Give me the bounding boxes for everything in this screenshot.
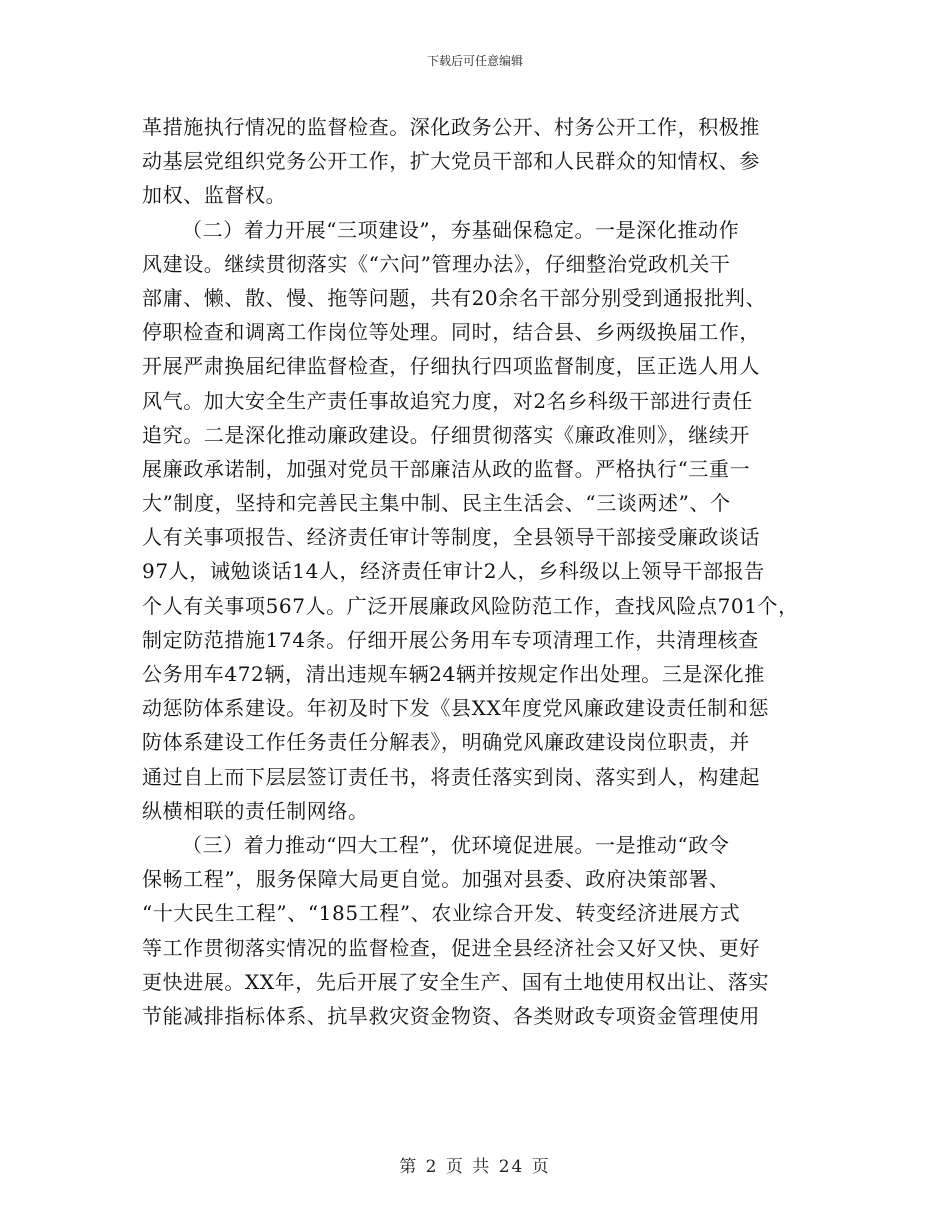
text-line: 节能减排指标体系、抗旱救灾资金物资、各类财政专项资金管理使用 [142, 1003, 760, 1028]
text-line: 通过自上而下层层签订责任书，将责任落实到岗、落实到人，构建起 [142, 764, 760, 789]
text-line: 保畅工程”，服务保障大局更自觉。加强对县委、政府决策部署、 [142, 867, 730, 892]
text-line: 公务用车472辆，清出违规车辆24辆并按规定作出处理。三是深化推 [142, 662, 765, 686]
text-line: 追究。二是深化推动廉政建设。仔细贯彻落实《廉政准则》，继续开 [142, 422, 750, 447]
text-line: 大”制度，坚持和完善民主集中制、民主生活会、“三谈两述”、个 [142, 491, 731, 516]
text-line: 97人，诫勉谈话14人，经济责任审计2人，乡科级以上领导干部报告 [142, 559, 765, 584]
text-line: 展廉政承诺制，加强对党员干部廉洁从政的监督。严格执行“三重一 [142, 456, 751, 481]
text-line: 更快进展。XX年，先后开展了安全生产、国有土地使用权出让、落实 [142, 969, 770, 994]
text-line: 开展严肃换届纪律监督检查，仔细执行四项监督制度，匡正选人用人 [142, 354, 760, 379]
text-line: 人有关事项报告、经济责任审计等制度，全县领导干部接受廉政谈话 [142, 525, 760, 550]
text-line: 纵横相联的责任制网络。 [142, 798, 369, 823]
text-line: 个人有关事项567人。广泛开展廉政风险防范工作，查找风险点701个， [142, 593, 799, 618]
text-line: 防体系建设工作任务责任分解表》，明确党风廉政建设岗位职责，并 [142, 730, 750, 755]
text-line: 动基层党组织党务公开工作，扩大党员干部和人民群众的知情权、参 [142, 149, 760, 174]
page-footer: 第 2 页 共 24 页 [399, 1157, 551, 1177]
text-line: 加权、监督权。 [142, 183, 287, 208]
body-text [142, 110, 842, 1033]
text-line: 风气。加大安全生产责任事故追究力度，对2名乡科级干部进行责任 [142, 388, 753, 413]
text-line: “十大民生工程”、“185工程”、农业综合开发、转变经济进展方式 [142, 901, 741, 926]
text-line: 革措施执行情况的监督检查。深化政务公开、村务公开工作，积极推 [142, 115, 760, 139]
text-line: 风建设。继续贯彻落实《“六问”管理办法》，仔细整治党政机关干 [142, 251, 731, 276]
text-line: 停职检查和调离工作岗位等处理。同时，结合县、乡两级换届工作， [142, 320, 760, 345]
paragraph-start-line: （三）着力推动“四大工程”，优环境促进展。一是推动“政令 [182, 832, 730, 857]
text-line: 制定防范措施174条。仔细开展公务用车专项清理工作，共清理核查 [142, 627, 759, 652]
text-line: 动惩防体系建设。年初及时下发《县XX年度党风廉政建设责任制和惩 [142, 696, 770, 721]
text-line: 等工作贯彻落实情况的监督检查，促进全县经济社会又好又快、更好 [142, 935, 760, 960]
page-header: 下载后可任意编辑 [426, 54, 523, 68]
paragraph-start-line: （二）着力开展“三项建设”，夯基础保稳定。一是深化推动作 [182, 217, 740, 242]
text-line: 部庸、懒、散、慢、拖等问题，共有20余名干部分别受到通报批判、 [142, 285, 767, 310]
